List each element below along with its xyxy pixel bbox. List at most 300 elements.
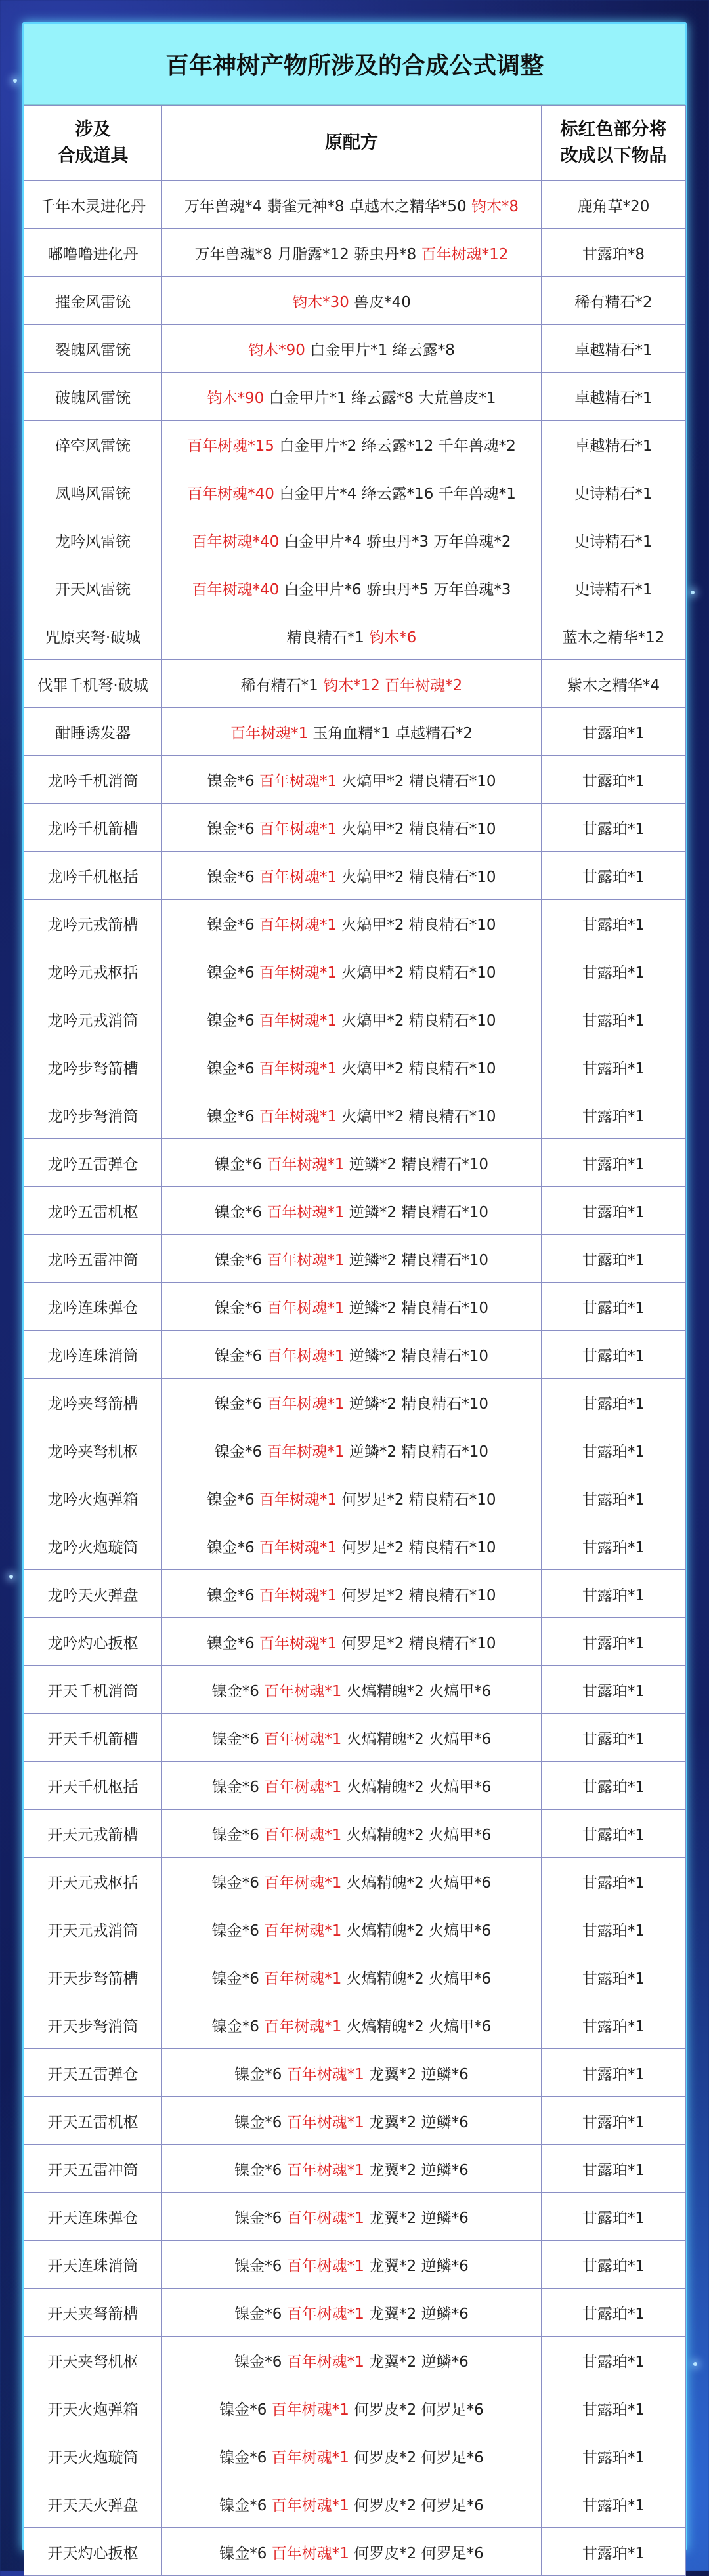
table-row xyxy=(24,852,686,900)
item-name-cell: 开天火炮璇筒 xyxy=(24,2432,162,2480)
table-row xyxy=(24,1331,686,1379)
highlighted-ingredient: 百年树魂*12 xyxy=(421,245,509,263)
table-row xyxy=(24,1905,686,1953)
replacement-cell: 甘露珀*1 xyxy=(542,708,686,756)
recipe-cell xyxy=(162,756,542,804)
replacement-cell: 甘露珀*1 xyxy=(542,2001,686,2049)
ingredient-text: 镍金*6 xyxy=(207,916,259,934)
replacement-cell: 卓越精石*1 xyxy=(542,373,686,421)
ingredient-text: 镍金*6 xyxy=(211,1730,265,1748)
ingredient-text: 玉角血精*1 卓越精石*2 xyxy=(308,724,473,742)
item-name-cell: 龙吟步弩箭槽 xyxy=(24,1043,162,1091)
header-item xyxy=(24,106,162,181)
recipe-table xyxy=(24,105,686,2576)
highlighted-ingredient: 百年树魂*1 xyxy=(259,1060,337,1077)
recipe-cell xyxy=(162,2289,542,2337)
item-name-cell: 龙吟连珠消筒 xyxy=(24,1331,162,1379)
table-row xyxy=(24,1091,686,1139)
ingredient-text: 火熇精魄*2 火熇甲*6 xyxy=(341,1682,492,1700)
item-name-cell: 伐罪千机弩·破城 xyxy=(24,660,162,708)
table-row xyxy=(24,1235,686,1283)
ingredient-text: 何罗足*2 精良精石*10 xyxy=(337,1491,496,1508)
ingredient-text: 镍金*6 xyxy=(234,2257,287,2275)
header-replacement xyxy=(542,106,686,181)
ingredient-text: 镍金*6 xyxy=(214,1395,267,1413)
header-item-line1: 涉及 xyxy=(75,119,111,140)
highlighted-ingredient: 百年树魂*1 xyxy=(264,2018,342,2035)
highlighted-ingredient: 百年树魂*1 xyxy=(230,724,309,742)
item-name-cell: 开天风雷铳 xyxy=(24,564,162,612)
replacement-cell: 甘露珀*8 xyxy=(542,229,686,277)
table-row xyxy=(24,660,686,708)
ingredient-text: 镍金*6 xyxy=(211,2018,265,2035)
ingredient-text: 镍金*6 xyxy=(207,868,259,886)
recipe-cell xyxy=(162,1810,542,1858)
item-name-cell: 开天五雷弹仓 xyxy=(24,2049,162,2097)
recipe-cell xyxy=(162,2384,542,2432)
ingredient-text: 万年兽魂*4 翡雀元神*8 卓越木之精华*50 xyxy=(184,197,471,215)
recipe-cell xyxy=(162,2528,542,2576)
item-name-cell: 龙吟天火弹盘 xyxy=(24,1570,162,1618)
ingredient-text: 镍金*6 xyxy=(207,772,259,790)
ingredient-text: 龙翼*2 逆鳞*6 xyxy=(364,2066,469,2083)
recipe-cell xyxy=(162,1666,542,1714)
recipe-cell xyxy=(162,1905,542,1953)
ingredient-text: 兽皮*40 xyxy=(349,293,411,311)
replacement-cell: 甘露珀*1 xyxy=(542,1091,686,1139)
ingredient-text: 镍金*6 xyxy=(207,1060,259,1077)
table-row xyxy=(24,1953,686,2001)
recipe-cell xyxy=(162,660,542,708)
highlighted-ingredient: 百年树魂*1 xyxy=(259,1539,337,1556)
ingredient-text: 镍金*6 xyxy=(234,2161,287,2179)
highlighted-ingredient: 百年树魂*1 xyxy=(259,820,337,838)
table-row xyxy=(24,2337,686,2384)
ingredient-text: 龙翼*2 逆鳞*6 xyxy=(364,2305,469,2323)
replacement-cell: 甘露珀*1 xyxy=(542,2480,686,2528)
replacement-cell: 甘露珀*1 xyxy=(542,804,686,852)
ingredient-text: 逆鳞*2 精良精石*10 xyxy=(344,1395,489,1413)
recipe-cell xyxy=(162,2432,542,2480)
ingredient-text: 镍金*6 xyxy=(214,1155,267,1173)
item-name-cell: 开天夹弩机枢 xyxy=(24,2337,162,2384)
table-row xyxy=(24,277,686,325)
recipe-cell xyxy=(162,1570,542,1618)
ingredient-text: 逆鳞*2 精良精石*10 xyxy=(344,1299,489,1317)
ingredient-text: 镍金*6 xyxy=(211,1874,265,1892)
item-name-cell: 龙吟五雷弹仓 xyxy=(24,1139,162,1187)
sparkle-decoration xyxy=(693,2362,697,2366)
header-item-line2: 合成道具 xyxy=(57,146,129,166)
ingredient-text: 火熇甲*2 精良精石*10 xyxy=(337,1060,496,1077)
highlighted-ingredient: 百年树魂*1 xyxy=(259,1634,337,1652)
item-name-cell: 开天步弩箭槽 xyxy=(24,1953,162,2001)
table-row xyxy=(24,1666,686,1714)
recipe-cell xyxy=(162,468,542,516)
ingredient-text: 火熇精魄*2 火熇甲*6 xyxy=(341,1922,492,1940)
recipe-cell xyxy=(162,229,542,277)
table-row xyxy=(24,1858,686,1905)
ingredient-text: 镍金*6 xyxy=(234,2066,287,2083)
table-row xyxy=(24,995,686,1043)
ingredient-text: 逆鳞*2 精良精石*10 xyxy=(344,1203,489,1221)
recipe-cell xyxy=(162,1187,542,1235)
table-row xyxy=(24,181,686,229)
table-header-row xyxy=(24,106,686,181)
replacement-cell: 甘露珀*1 xyxy=(542,1283,686,1331)
item-name-cell: 开天天火弹盘 xyxy=(24,2480,162,2528)
recipe-cell xyxy=(162,1714,542,1762)
item-name-cell: 凤鸣风雷铳 xyxy=(24,468,162,516)
ingredient-text: 火熇精魄*2 火熇甲*6 xyxy=(341,2018,492,2035)
ingredient-text: 白金甲片*4 绛云露*16 千年兽魂*1 xyxy=(274,485,516,503)
table-row xyxy=(24,1762,686,1810)
highlighted-ingredient: 百年树魂*1 xyxy=(259,964,337,982)
table-row xyxy=(24,1618,686,1666)
highlighted-ingredient: 百年树魂*1 xyxy=(286,2305,364,2323)
highlighted-ingredient: 钧木*90 xyxy=(207,389,265,407)
item-name-cell: 龙吟风雷铳 xyxy=(24,516,162,564)
replacement-cell: 蓝木之精华*12 xyxy=(542,612,686,660)
ingredient-text: 逆鳞*2 精良精石*10 xyxy=(344,1347,489,1365)
highlighted-ingredient: 钧木*6 xyxy=(369,629,417,646)
item-name-cell: 开天连珠弹仓 xyxy=(24,2193,162,2241)
header-replacement-line1: 标红色部分将 xyxy=(560,119,667,140)
ingredient-text: 镍金*6 xyxy=(207,1108,259,1125)
recipe-cell xyxy=(162,1283,542,1331)
ingredient-text: 逆鳞*2 精良精石*10 xyxy=(344,1155,489,1173)
highlighted-ingredient: 钧木*8 xyxy=(471,197,519,215)
replacement-cell: 甘露珀*1 xyxy=(542,900,686,947)
ingredient-text: 镍金*6 xyxy=(207,1587,259,1604)
item-name-cell: 龙吟步弩消筒 xyxy=(24,1091,162,1139)
sparkle-decoration xyxy=(13,79,17,83)
recipe-cell xyxy=(162,373,542,421)
replacement-cell: 甘露珀*1 xyxy=(542,2097,686,2145)
highlighted-ingredient: 钧木*90 xyxy=(248,341,305,359)
replacement-cell: 甘露珀*1 xyxy=(542,1426,686,1474)
ingredient-text: 龙翼*2 逆鳞*6 xyxy=(364,2353,469,2371)
replacement-cell: 甘露珀*1 xyxy=(542,1474,686,1522)
table-row xyxy=(24,2289,686,2337)
recipe-cell xyxy=(162,1762,542,1810)
item-name-cell: 碎空风雷铳 xyxy=(24,421,162,468)
recipe-cell xyxy=(162,852,542,900)
table-row xyxy=(24,1474,686,1522)
recipe-cell xyxy=(162,1043,542,1091)
item-name-cell: 咒原夹弩·破城 xyxy=(24,612,162,660)
recipe-cell xyxy=(162,564,542,612)
ingredient-text: 火熇甲*2 精良精石*10 xyxy=(337,868,496,886)
replacement-cell: 史诗精石*1 xyxy=(542,468,686,516)
replacement-cell: 甘露珀*1 xyxy=(542,1043,686,1091)
ingredient-text: 何罗足*2 精良精石*10 xyxy=(337,1539,496,1556)
ingredient-text: 镍金*6 xyxy=(211,1970,265,1987)
recipe-cell xyxy=(162,2337,542,2384)
replacement-cell: 卓越精石*1 xyxy=(542,325,686,373)
table-row xyxy=(24,468,686,516)
recipe-cell xyxy=(162,516,542,564)
replacement-cell: 卓越精石*1 xyxy=(542,421,686,468)
highlighted-ingredient: 百年树魂*15 xyxy=(187,437,274,455)
table-row xyxy=(24,612,686,660)
ingredient-text: 龙翼*2 逆鳞*6 xyxy=(364,2257,469,2275)
replacement-cell: 甘露珀*1 xyxy=(542,995,686,1043)
highlighted-ingredient: 百年树魂*1 xyxy=(259,916,337,934)
recipe-cell xyxy=(162,1235,542,1283)
item-name-cell: 龙吟千机枢括 xyxy=(24,852,162,900)
ingredient-text: 镍金*6 xyxy=(214,1203,267,1221)
table-row xyxy=(24,2049,686,2097)
ingredient-text: 火熇精魄*2 火熇甲*6 xyxy=(341,1778,492,1796)
replacement-cell: 甘露珀*1 xyxy=(542,2289,686,2337)
table-row xyxy=(24,804,686,852)
table-row xyxy=(24,325,686,373)
replacement-cell: 甘露珀*1 xyxy=(542,2145,686,2193)
ingredient-text: 何罗皮*2 何罗足*6 xyxy=(349,2401,484,2419)
ingredient-text: 火熇甲*2 精良精石*10 xyxy=(337,772,496,790)
item-name-cell: 龙吟连珠弹仓 xyxy=(24,1283,162,1331)
recipe-cell xyxy=(162,1091,542,1139)
table-row xyxy=(24,2432,686,2480)
ingredient-text: 何罗皮*2 何罗足*6 xyxy=(349,2497,484,2514)
highlighted-ingredient: 百年树魂*1 xyxy=(286,2161,364,2179)
recipe-cell xyxy=(162,1474,542,1522)
recipe-cell xyxy=(162,181,542,229)
table-row xyxy=(24,708,686,756)
highlighted-ingredient: 百年树魂*1 xyxy=(264,1682,342,1700)
table-row xyxy=(24,756,686,804)
ingredient-text: 火熇精魄*2 火熇甲*6 xyxy=(341,1730,492,1748)
ingredient-text: 镍金*6 xyxy=(219,2449,272,2466)
ingredient-text: 镍金*6 xyxy=(214,1443,267,1461)
table-row xyxy=(24,229,686,277)
replacement-cell: 甘露珀*1 xyxy=(542,1810,686,1858)
highlighted-ingredient: 百年树魂*1 xyxy=(271,2449,349,2466)
highlighted-ingredient: 百年树魂*1 xyxy=(264,1874,342,1892)
highlighted-ingredient: 百年树魂*1 xyxy=(259,772,337,790)
highlighted-ingredient: 百年树魂*1 xyxy=(264,1970,342,1987)
table-row xyxy=(24,900,686,947)
ingredient-text: 镍金*6 xyxy=(211,1778,265,1796)
item-name-cell: 龙吟元戎消筒 xyxy=(24,995,162,1043)
item-name-cell: 龙吟五雷机枢 xyxy=(24,1187,162,1235)
replacement-cell: 甘露珀*1 xyxy=(542,1187,686,1235)
ingredient-text: 镍金*6 xyxy=(211,1682,265,1700)
ingredient-text: 镍金*6 xyxy=(234,2305,287,2323)
ingredient-text: 镍金*6 xyxy=(207,964,259,982)
recipe-cell xyxy=(162,1618,542,1666)
item-name-cell: 开天连珠消筒 xyxy=(24,2241,162,2289)
ingredient-text: 火熇甲*2 精良精石*10 xyxy=(337,1012,496,1029)
ingredient-text: 火熇精魄*2 火熇甲*6 xyxy=(341,1970,492,1987)
recipe-cell xyxy=(162,1522,542,1570)
highlighted-ingredient: 百年树魂*1 xyxy=(259,1491,337,1508)
replacement-cell: 甘露珀*1 xyxy=(542,1331,686,1379)
highlighted-ingredient: 百年树魂*1 xyxy=(259,1012,337,1029)
item-name-cell: 龙吟夹弩箭槽 xyxy=(24,1379,162,1426)
highlighted-ingredient: 百年树魂*1 xyxy=(286,2113,364,2131)
replacement-cell: 甘露珀*1 xyxy=(542,1379,686,1426)
table-row xyxy=(24,1379,686,1426)
recipe-cell xyxy=(162,1858,542,1905)
item-name-cell: 开天夹弩箭槽 xyxy=(24,2289,162,2337)
ingredient-text: 镍金*6 xyxy=(207,1012,259,1029)
item-name-cell: 裂魄风雷铳 xyxy=(24,325,162,373)
ingredient-text: 镍金*6 xyxy=(219,2401,272,2419)
replacement-cell: 甘露珀*1 xyxy=(542,1953,686,2001)
ingredient-text: 白金甲片*2 绛云露*12 千年兽魂*2 xyxy=(274,437,516,455)
highlighted-ingredient: 钧木*12 百年树魂*2 xyxy=(323,676,463,694)
table-row xyxy=(24,1139,686,1187)
table-row xyxy=(24,2384,686,2432)
ingredient-text: 镍金*6 xyxy=(207,1539,259,1556)
table-row xyxy=(24,1570,686,1618)
highlighted-ingredient: 百年树魂*1 xyxy=(267,1299,345,1317)
table-row xyxy=(24,2480,686,2528)
item-name-cell: 开天五雷冲筒 xyxy=(24,2145,162,2193)
table-body xyxy=(24,181,686,2576)
ingredient-text: 白金甲片*6 骄虫丹*5 万年兽魂*3 xyxy=(279,581,511,598)
recipe-cell xyxy=(162,708,542,756)
page-title: 百年神树产物所涉及的合成公式调整 xyxy=(24,24,685,105)
highlighted-ingredient: 百年树魂*1 xyxy=(271,2545,349,2562)
replacement-cell: 稀有精石*2 xyxy=(542,277,686,325)
ingredient-text: 逆鳞*2 精良精石*10 xyxy=(344,1443,489,1461)
ingredient-text: 火熇甲*2 精良精石*10 xyxy=(337,820,496,838)
replacement-cell: 甘露珀*1 xyxy=(542,2337,686,2384)
replacement-cell: 甘露珀*1 xyxy=(542,1858,686,1905)
ingredient-text: 镍金*6 xyxy=(207,1634,259,1652)
recipe-card xyxy=(22,22,687,2562)
highlighted-ingredient: 百年树魂*40 xyxy=(192,533,280,551)
ingredient-text: 火熇甲*2 精良精石*10 xyxy=(337,1108,496,1125)
table-row xyxy=(24,1714,686,1762)
replacement-cell: 甘露珀*1 xyxy=(542,2049,686,2097)
ingredient-text: 镍金*6 xyxy=(219,2497,272,2514)
highlighted-ingredient: 百年树魂*40 xyxy=(192,581,280,598)
header-recipe: 原配方 xyxy=(162,106,542,181)
recipe-cell xyxy=(162,1139,542,1187)
item-name-cell: 龙吟火炮弹箱 xyxy=(24,1474,162,1522)
recipe-cell xyxy=(162,1331,542,1379)
item-name-cell: 开天五雷机枢 xyxy=(24,2097,162,2145)
highlighted-ingredient: 百年树魂*1 xyxy=(264,1922,342,1940)
recipe-cell xyxy=(162,1426,542,1474)
ingredient-text: 镍金*6 xyxy=(207,1491,259,1508)
replacement-cell: 甘露珀*1 xyxy=(542,852,686,900)
replacement-cell: 甘露珀*1 xyxy=(542,1905,686,1953)
ingredient-text: 镍金*6 xyxy=(234,2209,287,2227)
ingredient-text: 龙翼*2 逆鳞*6 xyxy=(364,2113,469,2131)
recipe-cell xyxy=(162,995,542,1043)
item-name-cell: 开天千机枢括 xyxy=(24,1762,162,1810)
item-name-cell: 开天元戎消筒 xyxy=(24,1905,162,1953)
ingredient-text: 火熇甲*2 精良精石*10 xyxy=(337,964,496,982)
ingredient-text: 镍金*6 xyxy=(207,820,259,838)
item-name-cell: 千年木灵进化丹 xyxy=(24,181,162,229)
highlighted-ingredient: 钧木*30 xyxy=(292,293,349,311)
table-row xyxy=(24,2145,686,2193)
ingredient-text: 白金甲片*1 绛云露*8 xyxy=(305,341,455,359)
ingredient-text: 镍金*6 xyxy=(211,1826,265,1844)
highlighted-ingredient: 百年树魂*1 xyxy=(259,1108,337,1125)
highlighted-ingredient: 百年树魂*1 xyxy=(267,1347,345,1365)
table-row xyxy=(24,1810,686,1858)
ingredient-text: 白金甲片*1 绛云露*8 大荒兽皮*1 xyxy=(264,389,496,407)
item-name-cell: 摧金风雷铳 xyxy=(24,277,162,325)
replacement-cell: 甘露珀*1 xyxy=(542,2241,686,2289)
item-name-cell: 龙吟元戎枢括 xyxy=(24,947,162,995)
table-row xyxy=(24,947,686,995)
recipe-cell xyxy=(162,2049,542,2097)
ingredient-text: 万年兽魂*8 月脂露*12 骄虫丹*8 xyxy=(194,245,421,263)
table-row xyxy=(24,2528,686,2576)
recipe-cell xyxy=(162,900,542,947)
recipe-cell xyxy=(162,2001,542,2049)
replacement-cell: 甘露珀*1 xyxy=(542,2384,686,2432)
replacement-cell: 甘露珀*1 xyxy=(542,1666,686,1714)
ingredient-text: 镍金*6 xyxy=(214,1299,267,1317)
replacement-cell: 紫木之精华*4 xyxy=(542,660,686,708)
header-replacement-line2: 改成以下物品 xyxy=(560,146,667,166)
highlighted-ingredient: 百年树魂*1 xyxy=(264,1826,342,1844)
item-name-cell: 酣睡诱发器 xyxy=(24,708,162,756)
highlighted-ingredient: 百年树魂*1 xyxy=(271,2401,349,2419)
ingredient-text: 龙翼*2 逆鳞*6 xyxy=(364,2209,469,2227)
highlighted-ingredient: 百年树魂*1 xyxy=(271,2497,349,2514)
highlighted-ingredient: 百年树魂*1 xyxy=(286,2257,364,2275)
table-row xyxy=(24,1426,686,1474)
item-name-cell: 龙吟灼心扳枢 xyxy=(24,1618,162,1666)
item-name-cell: 开天元戎枢括 xyxy=(24,1858,162,1905)
recipe-cell xyxy=(162,1953,542,2001)
replacement-cell: 甘露珀*1 xyxy=(542,2193,686,2241)
highlighted-ingredient: 百年树魂*1 xyxy=(259,1587,337,1604)
highlighted-ingredient: 百年树魂*1 xyxy=(267,1395,345,1413)
recipe-cell xyxy=(162,2241,542,2289)
item-name-cell: 破魄风雷铳 xyxy=(24,373,162,421)
recipe-cell xyxy=(162,277,542,325)
ingredient-text: 火熇精魄*2 火熇甲*6 xyxy=(341,1874,492,1892)
table-row xyxy=(24,2097,686,2145)
highlighted-ingredient: 百年树魂*1 xyxy=(286,2209,364,2227)
ingredient-text: 镍金*6 xyxy=(211,1922,265,1940)
ingredient-text: 何罗足*2 精良精石*10 xyxy=(337,1587,496,1604)
table-row xyxy=(24,516,686,564)
highlighted-ingredient: 百年树魂*1 xyxy=(267,1203,345,1221)
highlighted-ingredient: 百年树魂*1 xyxy=(267,1251,345,1269)
sparkle-decoration xyxy=(691,591,695,594)
table-row xyxy=(24,1522,686,1570)
recipe-cell xyxy=(162,2193,542,2241)
highlighted-ingredient: 百年树魂*1 xyxy=(267,1443,345,1461)
table-row xyxy=(24,2241,686,2289)
replacement-cell: 史诗精石*1 xyxy=(542,564,686,612)
ingredient-text: 镍金*6 xyxy=(234,2113,287,2131)
highlighted-ingredient: 百年树魂*1 xyxy=(286,2353,364,2371)
item-name-cell: 开天步弩消筒 xyxy=(24,2001,162,2049)
table-row xyxy=(24,1283,686,1331)
replacement-cell: 鹿角草*20 xyxy=(542,181,686,229)
item-name-cell: 开天千机消筒 xyxy=(24,1666,162,1714)
item-name-cell: 开天灼心扳枢 xyxy=(24,2528,162,2576)
ingredient-text: 何罗皮*2 何罗足*6 xyxy=(349,2545,484,2562)
ingredient-text: 镍金*6 xyxy=(234,2353,287,2371)
replacement-cell: 甘露珀*1 xyxy=(542,756,686,804)
highlighted-ingredient: 百年树魂*1 xyxy=(286,2066,364,2083)
table-row xyxy=(24,1043,686,1091)
